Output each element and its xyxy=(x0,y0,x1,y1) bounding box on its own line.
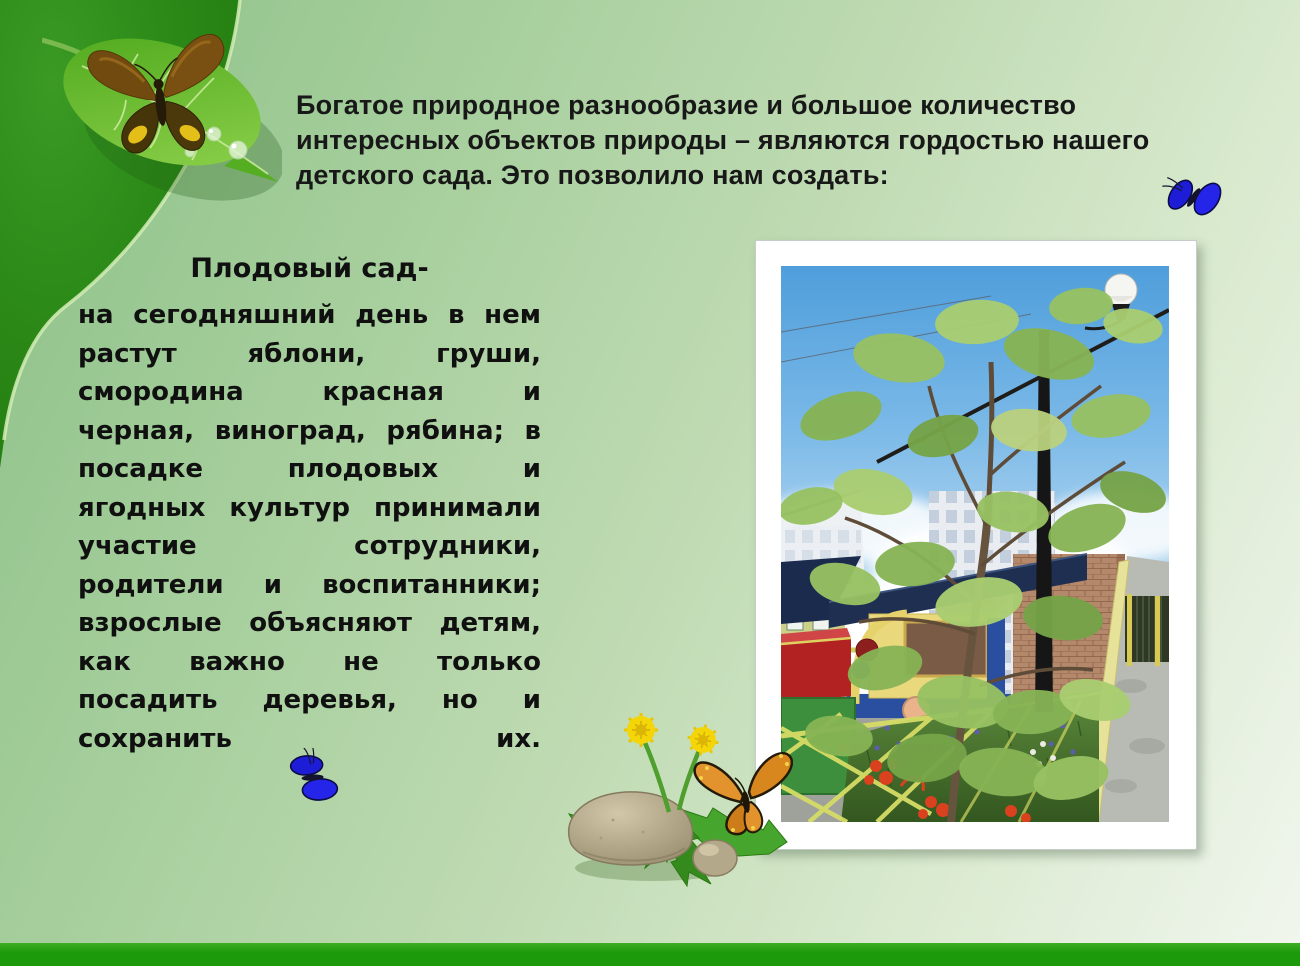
text-line: взрослые объясняют детям, xyxy=(78,608,541,638)
blue-butterfly-icon xyxy=(278,748,348,810)
text-line: Богатое природное разнообразие и большое количество xyxy=(296,90,1077,120)
photo-image xyxy=(781,266,1169,822)
text-line: посадке плодовых и xyxy=(78,454,541,484)
text-line: посадить деревья, но и xyxy=(78,685,541,715)
text-line: родители и воспитанники; xyxy=(78,569,541,600)
text-line: участие сотрудники, xyxy=(78,531,541,561)
text-line: как важно не только xyxy=(78,646,541,677)
dark-fence xyxy=(1125,594,1169,666)
photo-frame xyxy=(755,240,1197,850)
dandelion-decoration xyxy=(553,692,793,892)
text-line: детского сада. Это позволило нам создать: xyxy=(296,160,889,190)
text-line: интересных объектов природы – являются гордостью нашего xyxy=(296,125,1150,155)
text-line: черная, виноград, рябина; в xyxy=(78,415,541,446)
text-line: сохранить их. xyxy=(78,723,541,754)
garden-title: Плодовый сад- xyxy=(190,253,429,284)
dandelion-flower xyxy=(685,722,721,758)
text-line: ягодных культур принимали xyxy=(78,492,541,523)
text-line: на сегодняшний день в нем xyxy=(78,300,541,330)
blue-butterfly-icon xyxy=(1160,168,1230,228)
footer-bar xyxy=(0,943,1300,966)
text-line: смородина красная и xyxy=(78,377,541,407)
text-line: растут яблони, груши, xyxy=(78,338,541,369)
garden-body xyxy=(78,296,541,758)
dandelion-flower xyxy=(624,713,658,747)
intro-text xyxy=(296,88,1236,193)
garden-text-block xyxy=(78,254,541,758)
leaf-with-butterfly-decoration xyxy=(42,14,282,214)
